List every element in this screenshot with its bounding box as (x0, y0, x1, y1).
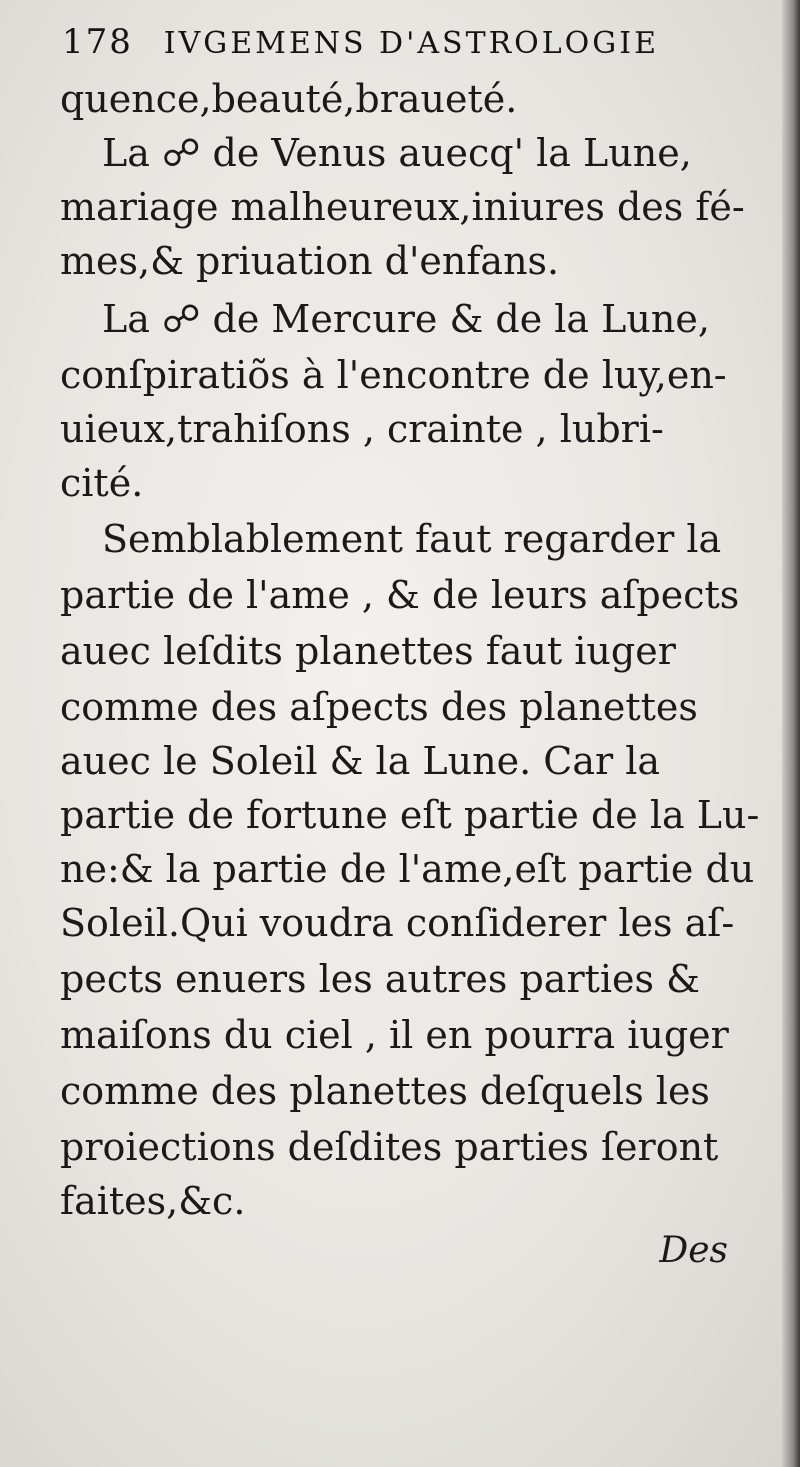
text-line-12: comme des aſpects des planettes (60, 685, 698, 729)
text-line-21: faites,&c. (60, 1179, 246, 1223)
text-line-6: conſpiratiõs à l'encontre de luy,en- (60, 353, 727, 397)
text-line-3: mariage malheureux,iniures des fé- (60, 185, 745, 229)
running-title: IVGEMENS D'ASTROLOGIE (163, 26, 659, 61)
page-number: 178 (62, 22, 133, 62)
text-line-8: cité. (60, 461, 144, 505)
text-line-17: pects enuers les autres parties & (60, 957, 700, 1001)
text-line-14: partie de fortune eſt partie de la Lu- (60, 793, 760, 837)
text-line-13: auec le Soleil & la Lune. Car la (60, 739, 661, 783)
text-line-10: partie de l'ame , & de leurs aſpects (60, 573, 740, 617)
text-line-1: quence,beauté,braueté. (60, 77, 518, 121)
text-line-20: proiections deſdites parties ſeront (60, 1125, 719, 1169)
text-line-2: La ☍ de Venus auecq' la Lune, (102, 131, 692, 175)
text-line-19: comme des planettes deſquels les (60, 1069, 710, 1113)
text-line-7: uieux,trahiſons , crainte , lubri- (60, 407, 664, 451)
page-gutter-shadow (782, 0, 800, 1467)
text-line-9: Semblablement faut regarder la (102, 517, 722, 561)
text-line-18: maiſons du ciel , il en pourra iuger (60, 1013, 729, 1057)
text-line-11: auec leſdits planettes faut iuger (60, 629, 676, 673)
catchword: Des (659, 1230, 728, 1271)
text-line-16: Soleil.Qui voudra conſiderer les aſ- (60, 901, 735, 945)
text-line-5: La ☍ de Mercure & de la Lune, (102, 297, 710, 341)
text-line-4: mes,& priuation d'enfans. (60, 239, 560, 283)
page-header (62, 22, 659, 62)
text-line-15: ne:& la partie de l'ame,eſt partie du (60, 847, 755, 891)
